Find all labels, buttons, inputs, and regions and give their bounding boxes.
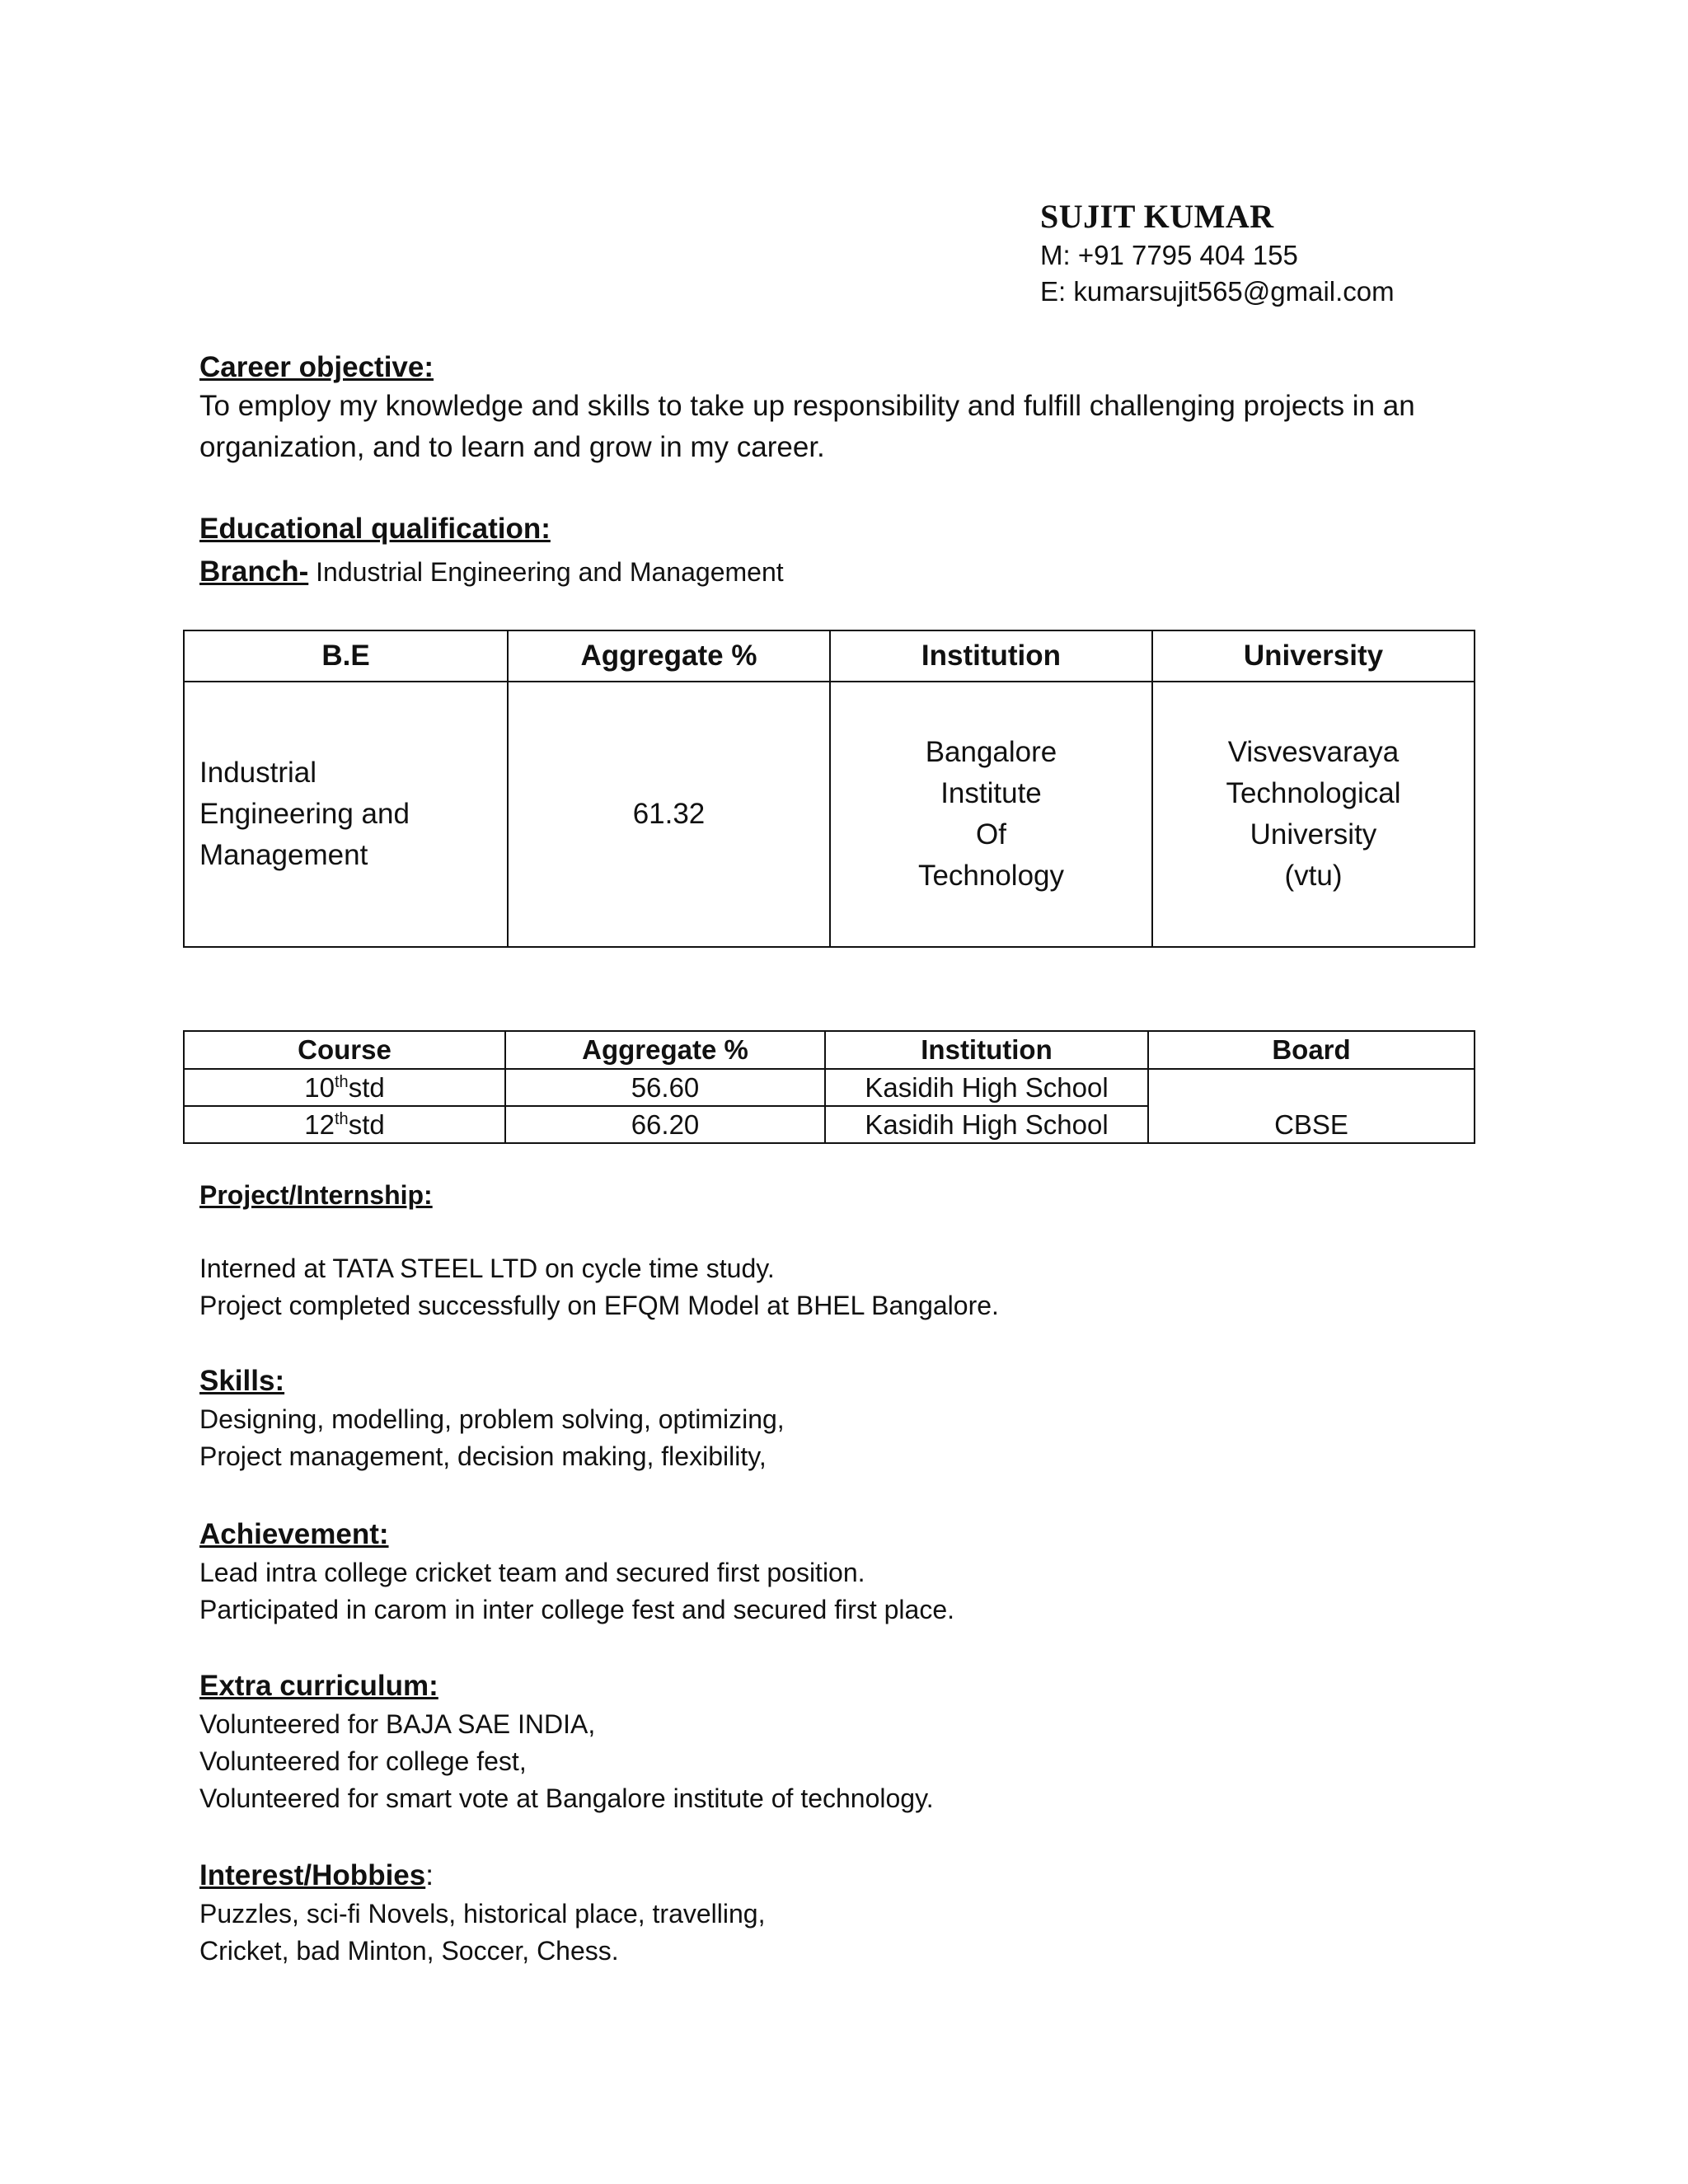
board-cell: CBSE xyxy=(1148,1069,1475,1143)
achievement-title: Achievement: xyxy=(199,1518,389,1550)
extra-line: Volunteered for BAJA SAE INDIA, xyxy=(199,1709,596,1739)
project-title: Project/Internship: xyxy=(199,1180,433,1210)
cell-line: Technological xyxy=(1226,777,1401,809)
degree-aggregate-cell: 61.32 xyxy=(508,682,830,947)
cell-line: Engineering and xyxy=(199,798,410,830)
degree-header-cell: Aggregate % xyxy=(508,630,830,682)
extra-line: Volunteered for smart vote at Bangalore institute of technology. xyxy=(199,1783,934,1813)
skills-line: Designing, modelling, problem solving, optimizing, xyxy=(199,1404,785,1434)
achievement-text xyxy=(199,1554,1518,1629)
degree-header-cell: Institution xyxy=(830,630,1152,682)
aggregate-cell: 66.20 xyxy=(505,1106,825,1143)
cell-line: Institute xyxy=(940,777,1042,809)
cell-line: Management xyxy=(199,839,368,871)
branch-label: Branch- xyxy=(199,555,309,588)
school-table-header-row xyxy=(184,1031,1475,1069)
cell-line: Visvesvaraya xyxy=(1227,736,1400,768)
education-title: Educational qualification: xyxy=(199,513,551,545)
extra-curriculum-title: Extra curriculum: xyxy=(199,1670,438,1702)
hobbies-line: Cricket, bad Minton, Soccer, Chess. xyxy=(199,1936,619,1966)
degree-table-header-row xyxy=(184,630,1475,682)
table-row xyxy=(184,1069,1475,1106)
school-header-cell: Aggregate % xyxy=(505,1031,825,1069)
institution-cell: Kasidih High School xyxy=(825,1069,1148,1106)
degree-header-cell: B.E xyxy=(184,630,508,682)
school-header-cell: Board xyxy=(1148,1031,1475,1069)
degree-table xyxy=(183,630,1475,948)
project-line: Project completed successfully on EFQM Model at BHEL Bangalore. xyxy=(199,1291,999,1320)
course-suffix: th xyxy=(335,1109,349,1128)
hobbies-title-line xyxy=(199,1858,434,1894)
course-number: 10 xyxy=(304,1071,335,1103)
contact-header xyxy=(1040,196,1395,310)
degree-branch-cell xyxy=(184,682,508,947)
aggregate-cell: 56.60 xyxy=(505,1069,825,1106)
course-number: 12 xyxy=(304,1108,335,1140)
branch-value: Industrial Engineering and Management xyxy=(308,557,784,587)
extra-curriculum-text xyxy=(199,1706,1518,1817)
course-cell xyxy=(184,1069,505,1106)
project-line: Interned at TATA STEEL LTD on cycle time study. xyxy=(199,1254,775,1283)
cell-line: Industrial xyxy=(199,757,317,789)
skills-text xyxy=(199,1401,1518,1475)
degree-university-cell xyxy=(1152,682,1475,947)
hobbies-title-colon: : xyxy=(425,1859,434,1891)
course-suffix: th xyxy=(335,1072,349,1091)
mobile-number: M: +91 7795 404 155 xyxy=(1040,240,1298,270)
cell-line: Bangalore xyxy=(925,736,1057,768)
hobbies-line: Puzzles, sci-fi Novels, historical place, travelling, xyxy=(199,1899,766,1929)
course-label: std xyxy=(348,1071,385,1103)
email-address: E: kumarsujit565@gmail.com xyxy=(1040,276,1395,307)
cell-line: University xyxy=(1250,818,1377,851)
career-objective-text: To employ my knowledge and skills to take up responsibility and fulfill challenging projects in an organization, and to learn and grow in my career. xyxy=(199,390,1415,463)
skills-line: Project management, decision making, flexibility, xyxy=(199,1441,767,1471)
course-cell xyxy=(184,1106,505,1143)
degree-table-row xyxy=(184,682,1475,947)
skills-title: Skills: xyxy=(199,1365,285,1397)
branch-line xyxy=(199,554,784,590)
course-label: std xyxy=(348,1108,385,1140)
cell-line: (vtu) xyxy=(1284,860,1343,892)
cell-line: Of xyxy=(976,818,1006,851)
degree-header-cell: University xyxy=(1152,630,1475,682)
school-table xyxy=(183,1030,1475,1144)
hobbies-title: Interest/Hobbies xyxy=(199,1859,426,1891)
candidate-name: SUJIT KUMAR xyxy=(1040,198,1274,235)
project-text xyxy=(199,1250,1518,1324)
school-header-cell: Institution xyxy=(825,1031,1148,1069)
extra-line: Volunteered for college fest, xyxy=(199,1746,527,1776)
hobbies-text xyxy=(199,1896,1518,1970)
cell-line: Technology xyxy=(917,860,1065,892)
institution-cell: Kasidih High School xyxy=(825,1106,1148,1143)
achievement-line: Lead intra college cricket team and secured first position. xyxy=(199,1558,865,1587)
degree-institution-cell xyxy=(830,682,1152,947)
school-header-cell: Course xyxy=(184,1031,505,1069)
career-objective-title: Career objective: xyxy=(199,351,434,383)
achievement-line: Participated in carom in inter college fest and secured first place. xyxy=(199,1595,955,1624)
